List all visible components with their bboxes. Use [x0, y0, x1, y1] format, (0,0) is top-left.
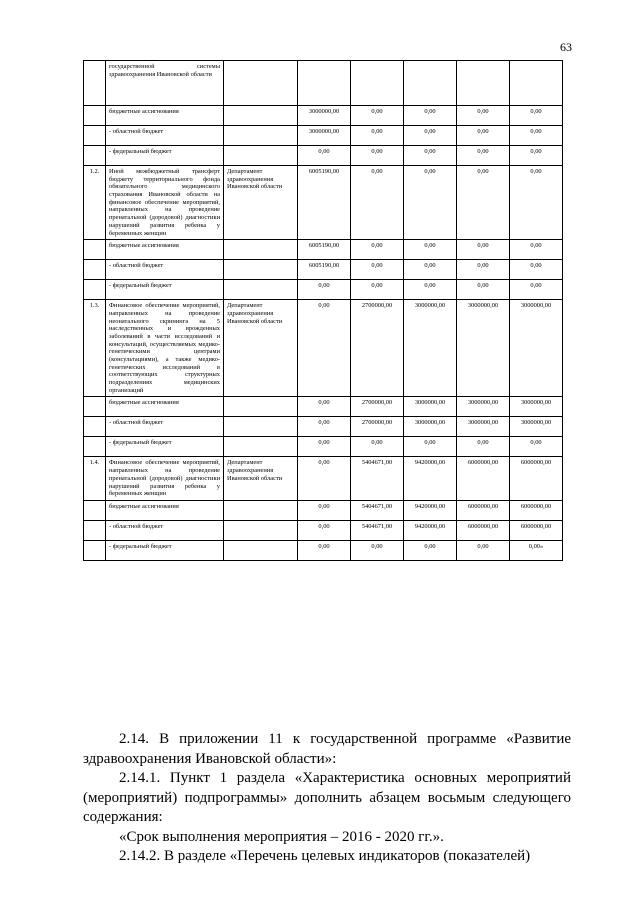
table-row [84, 280, 563, 300]
amount-cell: 9420000,00 [404, 457, 457, 500]
amount-cell: 0,00 [404, 166, 457, 240]
description-cell: бюджетные ассигнования [106, 106, 224, 126]
table-row [84, 240, 563, 260]
amount-cell: 3000000,00 [404, 417, 457, 437]
amount-cell: 2700000,00 [351, 300, 404, 397]
row-number-cell [84, 397, 106, 417]
table-row [84, 260, 563, 280]
description-cell: государственной системы здравоохранения Ивановской области [106, 61, 224, 106]
executor-cell: Департамент здравоохранения Ивановской области [224, 300, 298, 397]
page-number: 63 [560, 40, 572, 54]
amount-cell: 0,00 [351, 240, 404, 260]
amount-cell: 3000000,00 [510, 300, 563, 397]
row-number-cell [84, 520, 106, 540]
row-number-cell [84, 260, 106, 280]
row-number-cell: 1.3. [84, 300, 106, 397]
amount-cell: 0,00 [510, 280, 563, 300]
description-cell: бюджетные ассигнования [106, 397, 224, 417]
amount-cell: 0,00 [457, 126, 510, 146]
amount-cell [457, 61, 510, 106]
amount-cell: 0,00 [404, 146, 457, 166]
executor-cell [224, 126, 298, 146]
body-text [83, 730, 571, 867]
description-cell: - федеральный бюджет [106, 146, 224, 166]
amount-cell: 9420000,00 [404, 500, 457, 520]
amount-cell: 0,00» [510, 540, 563, 560]
amount-cell: 0,00 [298, 500, 351, 520]
table-row [84, 300, 563, 397]
description-cell: - федеральный бюджет [106, 280, 224, 300]
description-cell: - федеральный бюджет [106, 540, 224, 560]
amount-cell: 0,00 [351, 146, 404, 166]
amount-cell [510, 61, 563, 106]
amount-cell: 0,00 [351, 126, 404, 146]
table-row [84, 106, 563, 126]
amount-cell: 0,00 [404, 106, 457, 126]
amount-cell: 0,00 [351, 106, 404, 126]
amount-cell: 0,00 [510, 437, 563, 457]
row-number-cell [84, 500, 106, 520]
amount-cell: 3000000,00 [457, 417, 510, 437]
amount-cell: 0,00 [298, 397, 351, 417]
amount-cell: 0,00 [510, 146, 563, 166]
amount-cell: 0,00 [404, 280, 457, 300]
executor-cell [224, 437, 298, 457]
executor-cell [224, 146, 298, 166]
amount-cell: 0,00 [510, 260, 563, 280]
amount-cell: 0,00 [404, 126, 457, 146]
amount-cell: 0,00 [457, 540, 510, 560]
executor-cell [224, 240, 298, 260]
amount-cell: 2700000,00 [351, 397, 404, 417]
row-number-cell [84, 417, 106, 437]
amount-cell: 0,00 [351, 280, 404, 300]
table-row [84, 166, 563, 240]
amount-cell: 5404671,00 [351, 457, 404, 500]
amount-cell: 6000000,00 [457, 520, 510, 540]
amount-cell: 0,00 [404, 540, 457, 560]
amount-cell: 0,00 [457, 260, 510, 280]
row-number-cell [84, 61, 106, 106]
table-row [84, 457, 563, 500]
amount-cell: 0,00 [404, 437, 457, 457]
table-row [84, 520, 563, 540]
executor-cell [224, 417, 298, 437]
amount-cell: 3000000,00 [510, 397, 563, 417]
executor-cell [224, 106, 298, 126]
amount-cell: 6000000,00 [457, 500, 510, 520]
amount-cell: 0,00 [298, 300, 351, 397]
amount-cell: 0,00 [510, 126, 563, 146]
row-number-cell [84, 437, 106, 457]
amount-cell: 3000000,00 [298, 126, 351, 146]
amount-cell: 6000000,00 [457, 457, 510, 500]
amount-cell: 6000000,00 [510, 520, 563, 540]
amount-cell: 0,00 [404, 240, 457, 260]
amount-cell: 3000000,00 [404, 300, 457, 397]
row-number-cell [84, 146, 106, 166]
amount-cell: 0,00 [298, 280, 351, 300]
row-number-cell [84, 126, 106, 146]
paragraph: 2.14.1. Пункт 1 раздела «Характеристика основных мероприятий (мероприятий) подпрограммы» дополнить абзацем восьмым следующего содержания: [83, 770, 571, 825]
table-row [84, 397, 563, 417]
budget-table [83, 60, 563, 561]
amount-cell: 0,00 [510, 166, 563, 240]
amount-cell: 0,00 [457, 106, 510, 126]
amount-cell: 5404671,00 [351, 520, 404, 540]
amount-cell: 0,00 [298, 457, 351, 500]
amount-cell: 0,00 [510, 106, 563, 126]
amount-cell: 0,00 [351, 437, 404, 457]
amount-cell: 0,00 [351, 540, 404, 560]
amount-cell: 0,00 [298, 540, 351, 560]
description-cell: - областной бюджет [106, 417, 224, 437]
description-cell: - областной бюджет [106, 260, 224, 280]
row-number-cell [84, 240, 106, 260]
executor-cell: Департамент здравоохранения Ивановской области [224, 457, 298, 500]
description-cell: - областной бюджет [106, 126, 224, 146]
amount-cell: 3000000,00 [404, 397, 457, 417]
paragraph: «Срок выполнения мероприятия – 2016 - 2020 гг.». [119, 828, 444, 845]
amount-cell: 0,00 [457, 166, 510, 240]
amount-cell [351, 61, 404, 106]
amount-cell: 0,00 [298, 146, 351, 166]
amount-cell: 3000000,00 [510, 417, 563, 437]
amount-cell: 0,00 [298, 437, 351, 457]
amount-cell: 9420000,00 [404, 520, 457, 540]
amount-cell: 2700000,00 [351, 417, 404, 437]
amount-cell: 0,00 [298, 520, 351, 540]
table-row [84, 126, 563, 146]
amount-cell: 3000000,00 [457, 300, 510, 397]
amount-cell: 0,00 [404, 260, 457, 280]
description-cell: Финансовое обеспечение мероприятий, направленных на проведение неонатального скрининга на 5 наследственных и врожденных заболеваний в части исследований и консультаций, осуществляемых медико-генетическими центрами (консультациями), а также медико-генетических исследований в соответствующих структурных подразделениях медицинских организаций [106, 300, 224, 397]
description-cell: - областной бюджет [106, 520, 224, 540]
amount-cell: 0,00 [457, 280, 510, 300]
amount-cell: 0,00 [351, 166, 404, 240]
paragraph: 2.14. В приложении 11 к государственной программе «Развитие здравоохранения Ивановской области»: [83, 731, 571, 767]
paragraph: 2.14.2. В разделе «Перечень целевых индикаторов (показателей) [119, 848, 531, 864]
table-row [84, 437, 563, 457]
executor-cell [224, 397, 298, 417]
amount-cell: 6005190,00 [298, 166, 351, 240]
description-cell: Финансовое обеспечение мероприятий, направленных на проведение пренатальной (дородовой) диагностики нарушений развития ребенка у беременных женщин [106, 457, 224, 500]
table-row [84, 61, 563, 106]
table-row [84, 146, 563, 166]
executor-cell [224, 500, 298, 520]
amount-cell: 0,00 [351, 260, 404, 280]
amount-cell [298, 61, 351, 106]
executor-cell [224, 520, 298, 540]
table-row [84, 500, 563, 520]
amount-cell: 0,00 [298, 417, 351, 437]
row-number-cell [84, 540, 106, 560]
executor-cell: Департамент здравоохранения Ивановской области [224, 166, 298, 240]
table-row [84, 417, 563, 437]
budget-table-body [84, 61, 563, 561]
row-number-cell: 1.2. [84, 166, 106, 240]
description-cell: бюджетные ассигнования [106, 500, 224, 520]
executor-cell [224, 280, 298, 300]
amount-cell [404, 61, 457, 106]
amount-cell: 5404671,00 [351, 500, 404, 520]
amount-cell: 0,00 [457, 437, 510, 457]
row-number-cell [84, 106, 106, 126]
amount-cell: 6000000,00 [510, 457, 563, 500]
row-number-cell: 1.4. [84, 457, 106, 500]
amount-cell: 6005190,00 [298, 240, 351, 260]
amount-cell: 3000000,00 [457, 397, 510, 417]
executor-cell [224, 61, 298, 106]
description-cell: Иной межбюджетный трансферт бюджету территориального фонда обязательного медицинского страхования Ивановской области на финансовое обеспечение мероприятий, направленных на проведение пренатальной (дородовой) диагностики нарушений развития ребенка у беременных женщин [106, 166, 224, 240]
executor-cell [224, 260, 298, 280]
row-number-cell [84, 280, 106, 300]
description-cell: бюджетные ассигнования [106, 240, 224, 260]
amount-cell: 6000000,00 [510, 500, 563, 520]
amount-cell: 0,00 [510, 240, 563, 260]
amount-cell: 6005190,00 [298, 260, 351, 280]
executor-cell [224, 540, 298, 560]
amount-cell: 0,00 [457, 240, 510, 260]
description-cell: - федеральный бюджет [106, 437, 224, 457]
amount-cell: 0,00 [457, 146, 510, 166]
table-row [84, 540, 563, 560]
amount-cell: 3000000,00 [298, 106, 351, 126]
